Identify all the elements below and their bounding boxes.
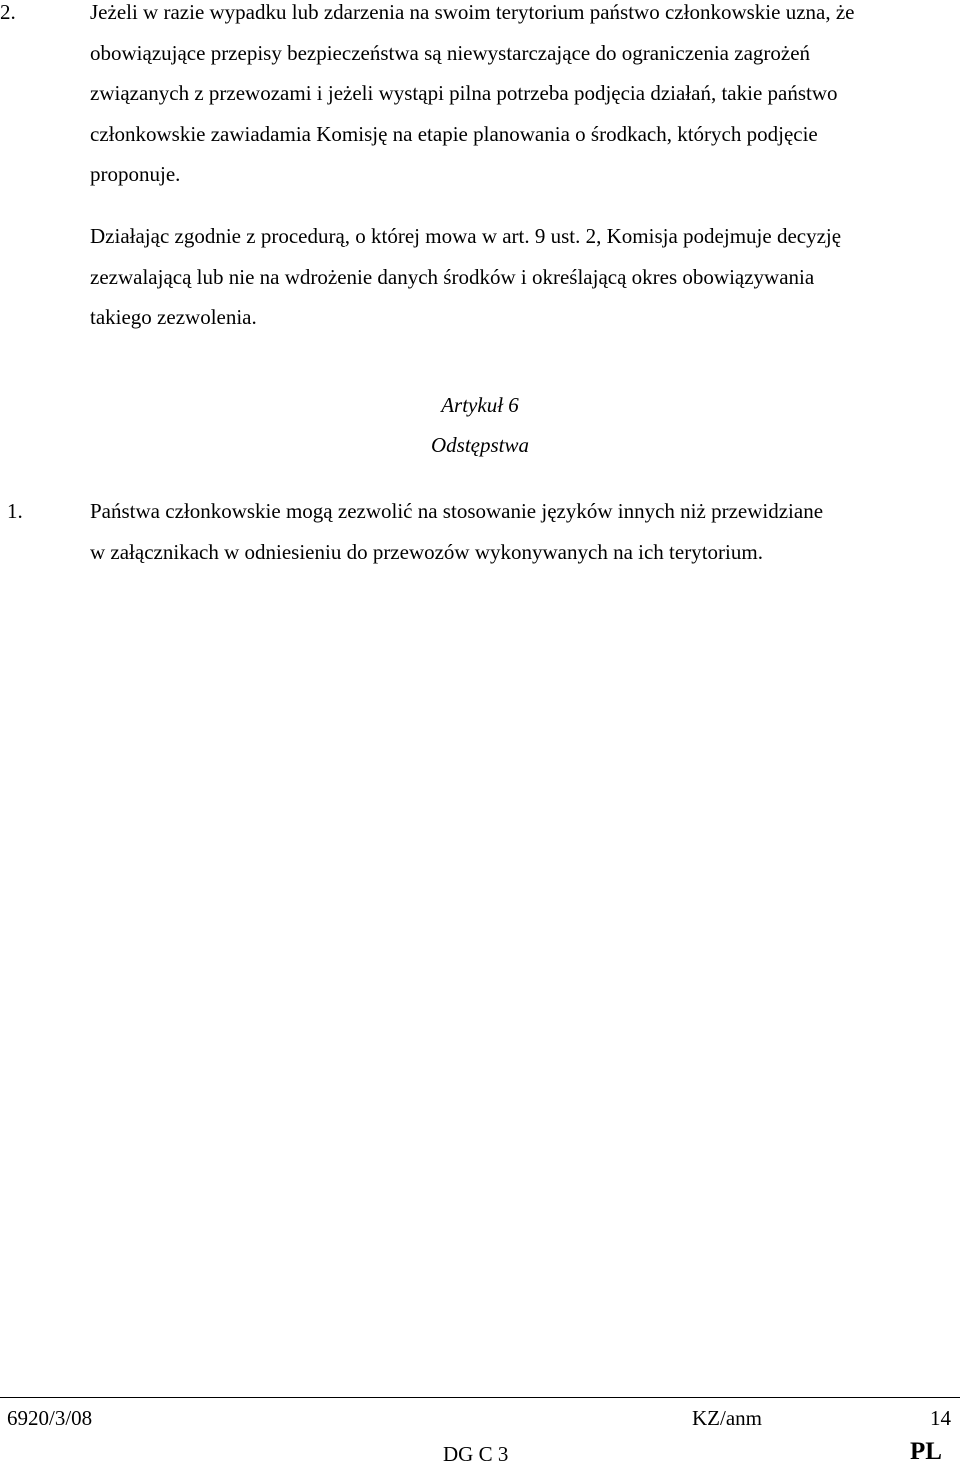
text-line: związanych z przewozami i jeżeli wystąpi pilna potrzeba podjęcia działań, takie państwo <box>90 81 838 105</box>
text-line: członkowskie zawiadamia Komisję na etapie planowania o środkach, których podjęcie <box>90 121 818 146</box>
footer-doc-ref: 6920/3/08 <box>7 1406 93 1430</box>
paragraph-text <box>90 0 854 195</box>
paragraph-2 <box>0 0 960 202</box>
footer-divider <box>0 1397 960 1398</box>
paragraph-text <box>90 216 841 338</box>
paragraph-text <box>90 491 823 572</box>
article-subheading: Odstępstwa <box>430 433 529 457</box>
text-line: Jeżeli w razie wypadku lub zdarzenia na swoim terytorium państwo członkowskie uzna, że <box>90 0 855 24</box>
article-heading: Artykuł 6 <box>441 393 519 417</box>
footer-initials: KZ/anm <box>692 1406 762 1430</box>
paragraph-1 <box>0 491 960 576</box>
text-line: Państwa członkowskie mogą zezwolić na stosowanie języków innych niż przewidziane <box>90 499 824 523</box>
text-line: proponuje. <box>90 162 181 186</box>
footer-directorate: DG C 3 <box>443 1442 509 1466</box>
paragraph-number: 1. <box>7 499 23 523</box>
text-line: Działając zgodnie z procedurą, o której mowa w art. 9 ust. 2, Komisja podejmuje decyzję <box>90 224 842 248</box>
text-line: w załącznikach w odniesieniu do przewozów wykonywanych na ich terytorium. <box>90 539 763 564</box>
footer-page-number: 14 <box>930 1406 951 1430</box>
text-line: obowiązujące przepisy bezpieczeństwa są niewystarczające do ograniczenia zagrożeń <box>90 40 811 65</box>
paragraph-2-continuation <box>0 216 960 341</box>
text-line: takiego zezwolenia. <box>90 305 257 329</box>
text-line: zezwalającą lub nie na wdrożenie danych środków i określającą okres obowiązywania <box>90 264 815 289</box>
paragraph-number: 2. <box>0 0 16 24</box>
footer-language: PL <box>910 1438 942 1465</box>
